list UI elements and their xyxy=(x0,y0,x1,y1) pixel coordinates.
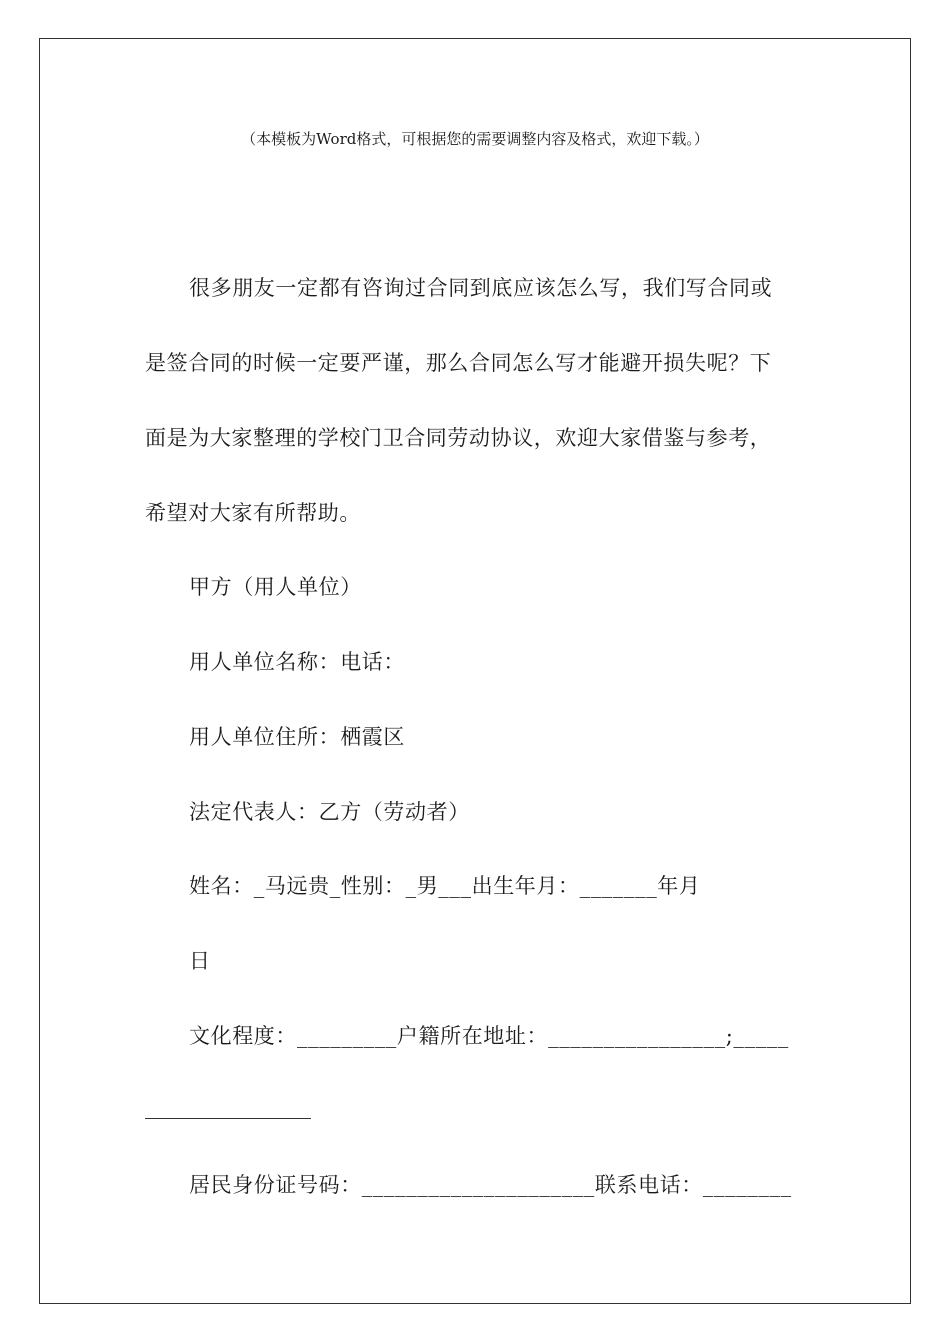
legal-representative-field: 法定代表人：乙方（劳动者） xyxy=(189,800,470,824)
name-gender-birth-field: 姓名：_马远贵_性别：_男___出生年月：_______年月 xyxy=(189,874,701,898)
address-continuation-blank xyxy=(145,1118,311,1119)
template-note: （本模板为Word格式，可根据您的需要调整内容及格式，欢迎下载。） xyxy=(241,130,709,148)
intro-line-4: 希望对大家有所帮助。 xyxy=(145,501,361,525)
page-border xyxy=(39,38,911,1304)
intro-line-1: 很多朋友一定都有咨询过合同到底应该怎么写，我们写合同或 xyxy=(189,276,773,300)
intro-line-2: 是签合同的时候一定要严谨，那么合同怎么写才能避开损失呢？下 xyxy=(145,351,772,375)
birth-day-field: 日 xyxy=(189,949,211,973)
party-a-heading: 甲方（用人单位） xyxy=(189,575,362,599)
employer-address-field: 用人单位住所：栖霞区 xyxy=(189,725,405,749)
education-household-field: 文化程度：_________户籍所在地址：________________;_____ xyxy=(189,1024,789,1048)
id-number-phone-field: 居民身份证号码：_____________________联系电话：________ xyxy=(189,1173,792,1197)
intro-line-3: 面是为大家整理的学校门卫合同劳动协议，欢迎大家借鉴与参考， xyxy=(145,426,772,450)
employer-name-field: 用人单位名称：电话： xyxy=(189,650,405,674)
